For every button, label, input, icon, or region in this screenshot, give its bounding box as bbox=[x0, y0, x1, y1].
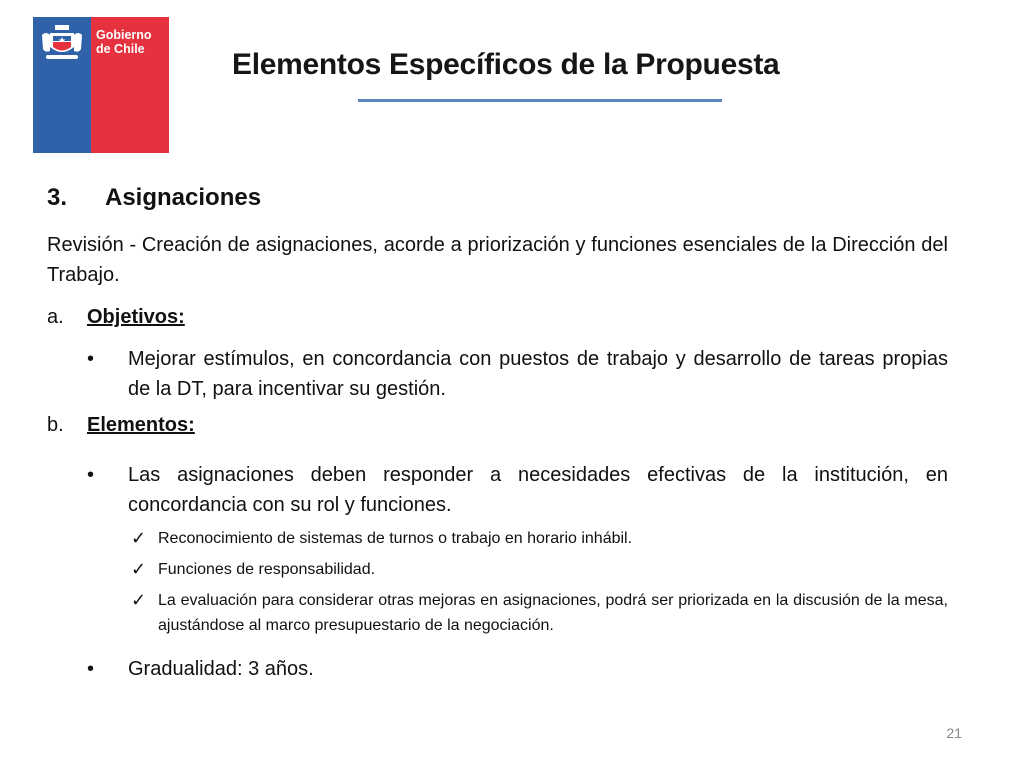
bullet-icon: • bbox=[87, 658, 95, 680]
subheading-letter: a. bbox=[47, 306, 64, 328]
section-number: 3. bbox=[47, 184, 68, 211]
subheading-letter: b. bbox=[47, 414, 64, 436]
checklist-text: La evaluación para considerar otras mejoras en asignaciones, podrá ser priorizada en la discusión de la mesa, ajustándose al marco presupuestario de la negociación. bbox=[158, 592, 948, 634]
intro-paragraph: Revisión - Creación de asignaciones, acorde a priorización y funciones esenciales de la Dirección del Trabajo. bbox=[47, 234, 948, 286]
checklist-text: Funciones de responsabilidad. bbox=[158, 561, 376, 578]
section-heading bbox=[47, 180, 948, 216]
slide-content bbox=[47, 180, 948, 684]
bullet-item bbox=[47, 460, 948, 520]
bullet-icon: • bbox=[87, 464, 95, 486]
bullet-text: Mejorar estímulos, en concordancia con puestos de trabajo y desarrollo de tareas propias de la DT, para incentivar su gestión. bbox=[128, 348, 948, 400]
checklist-item bbox=[47, 588, 948, 638]
checklist-item bbox=[47, 526, 948, 551]
logo-text-gobierno: Gobierno bbox=[96, 28, 152, 42]
checkmark-icon: ✓ bbox=[131, 559, 147, 579]
subheading-label: Elementos: bbox=[87, 414, 195, 436]
bullet-item bbox=[47, 344, 948, 404]
checkmark-icon: ✓ bbox=[131, 590, 147, 610]
subheading-objetivos bbox=[47, 302, 948, 332]
slide-title: Elementos Específicos de la Propuesta bbox=[232, 48, 780, 81]
bullet-text: Las asignaciones deben responder a necesidades efectivas de la institución, en concordancia con su rol y funciones. bbox=[128, 464, 948, 516]
coat-of-arms-icon bbox=[38, 21, 86, 63]
subheading-label: Objetivos: bbox=[87, 306, 185, 328]
checkmark-icon: ✓ bbox=[131, 528, 147, 548]
bullet-item bbox=[47, 654, 948, 684]
title-underline-divider bbox=[358, 99, 722, 102]
checklist-item bbox=[47, 557, 948, 582]
bullet-icon: • bbox=[87, 348, 95, 370]
logo-text-de-chile: de Chile bbox=[96, 42, 145, 56]
page-number: 21 bbox=[946, 725, 962, 741]
gobierno-de-chile-logo bbox=[33, 17, 169, 153]
checklist-text: Reconocimiento de sistemas de turnos o trabajo en horario inhábil. bbox=[158, 530, 633, 547]
bullet-text: Gradualidad: 3 años. bbox=[128, 658, 314, 680]
subheading-elementos bbox=[47, 410, 948, 440]
section-label: Asignaciones bbox=[105, 184, 262, 211]
